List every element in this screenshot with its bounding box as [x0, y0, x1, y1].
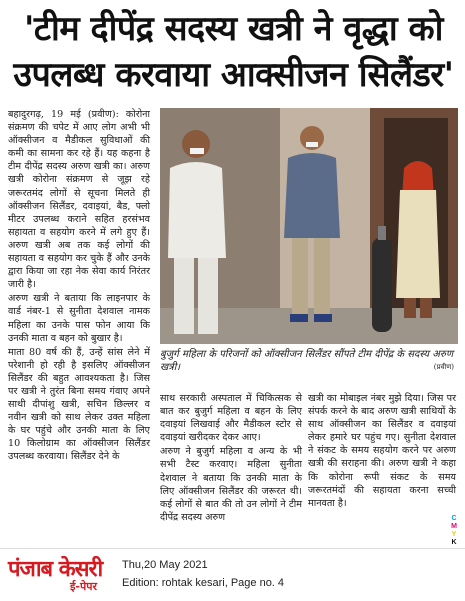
article-column-1 [8, 108, 150, 464]
punjab-kesari-logo: पंजाब केसरी [8, 557, 103, 582]
cmyk-mark: Y [451, 531, 457, 538]
article-column-2 [160, 392, 302, 524]
footer [0, 548, 465, 601]
edition-info: Edition: rohtak kesari, Page no. 4 [122, 577, 285, 589]
news-photo [160, 108, 458, 344]
photo-caption-text: बुजुर्ग महिला के परिजनों को ऑक्सीजन सिलैंडर सौंपते टीम दीपेंद्र के सदस्य अरुण खत्री। [160, 349, 454, 373]
article-column-3 [308, 392, 456, 510]
headline-line-1: 'टीम दीपेंद्र सदस्य खत्री ने वृद्धा को [24, 9, 443, 49]
cmyk-registration-marks [449, 515, 459, 547]
edition-date: Thu,20 May 2021 [122, 559, 208, 571]
cmyk-mark: K [451, 539, 457, 546]
news-photo-illustration [160, 108, 458, 344]
article-paragraph: खत्री का मोबाइल नंबर मुझे दिया। जिस पर संपर्क करने के बाद अरुण खत्री साथियों के साथ ऑक्सीजन का सिलैंडर व दवाइयां लेकर हमारे घर पहुंच गए। सुनीता देशवाल ने संकट के समय सहयोग करने पर अरुण खत्री की सराहना की। अरुण खत्री ने कहा कि कोरोना रूपी संकट के समय जरूरतमंदों की सहायता करना सच्ची मानवता है। [308, 393, 456, 509]
headline-line-2: उपलब्ध करवाया आक्सीजन सिलैंडर' [13, 55, 454, 95]
epaper-label: ई-पेपर [70, 580, 97, 593]
cmyk-mark: M [451, 523, 457, 530]
article-paragraph: माता 80 वर्ष की हैं, उन्हें सांस लेने में परेशानी हो रही है इसलिए ऑक्सीजन सिलैंडर की बहुत आवश्यकता है। जिस पर खत्री ने तुरंत बिना समय गंवाए अपने साथी दीपांशु खत्री, सचिन छिल्लर व नवीन खत्री को साथ लेकर उक्त महिला के घर पहुंचे और उनकी माता के लिए 10 किलोग्राम का ऑक्सीजन सिलैंडर उपलब्ध करवाया। सिलैंडर देने के [8, 346, 150, 463]
article-paragraph: बहादुरगढ़, 19 मई (प्रवीण): कोरोना संक्रमण की चपेट में आए लोग अभी भी ऑक्सीजन व मैडीकल सुविधाओं की कमी का सामना कर रहे हैं। यह कहना है टीम दीपेंद्र सदस्य अरुण खत्री का। अरुण खत्री कोरोना संक्रमण से जूझ रहे जरूरतमंद लोगों से सूचना मिलते ही ऑक्सीजन सिलैंडर, दवाइयां, बैड, फ्लो मीटर उपलब्ध कराने सहित हरसंभव सहायता व सहयोग करने में लगे हुए हैं। अरुण खत्री अब तक कई लोगों की सहायता व सहयोग कर चुके हैं और उनके द्वारा किया जा रहा नेक सेवा कार्य निरंतर जारी है। [8, 109, 150, 291]
photo-credit: (प्रवीण) [433, 363, 454, 371]
photo-caption [160, 348, 458, 374]
headline [6, 6, 461, 98]
article-paragraph: अरुण खत्री ने बताया कि लाइनपार के वार्ड नंबर-1 से सुनीता देशवाल नामक महिला का उनके पास फोन आया कि उनकी माता व बहन को बुखार है। [8, 293, 150, 344]
article-paragraph: साथ सरकारी अस्पताल में चिकित्सक से बात कर बुजुर्ग महिला व बहन के लिए दवाइयां लिखवाई और मैडीकल स्टोर से दवाइयां खरीदकर देकर आए। [160, 393, 302, 444]
cmyk-mark: C [451, 515, 457, 522]
article-paragraph: अरुण ने बुजुर्ग महिला व अन्य के भी सभी टैस्ट करवाए। महिला सुनीता देशवाल ने बताया कि उनकी माता के लिए ऑक्सीजन सिलैंडर की जरूरत थी। कई लोगों से बात की तो उन लोगों ने टीम दीपेंद्र सदस्य अरुण [160, 446, 302, 523]
